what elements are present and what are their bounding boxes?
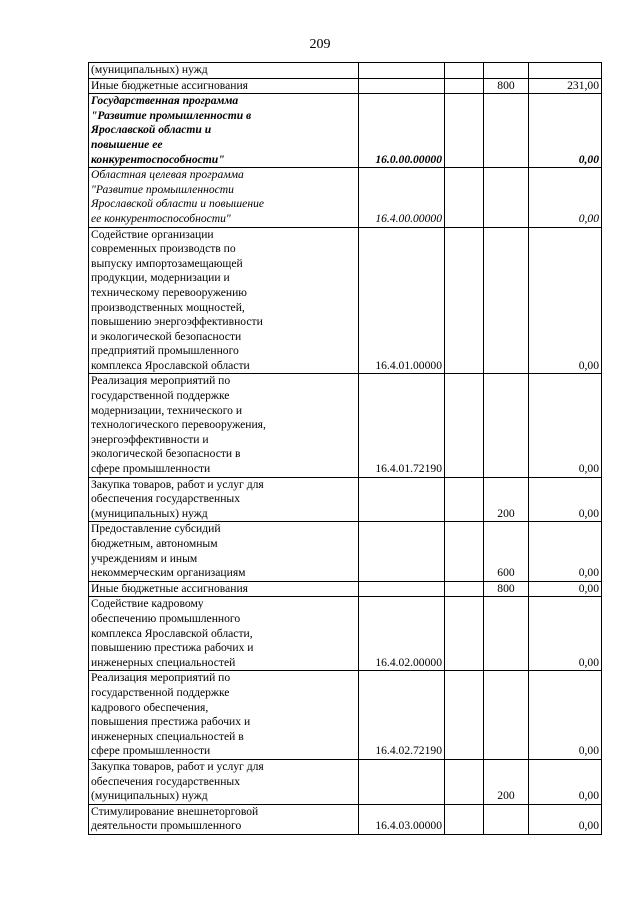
- row-code-cell: [359, 168, 445, 227]
- row-name-text: Закупка товаров, работ и услуг для обеспечения государственных (муниципальных) нужд: [91, 759, 264, 803]
- row-expense-type-cell: [484, 759, 529, 804]
- row-code-cell: [359, 227, 445, 374]
- table-row: [89, 804, 602, 834]
- table-row: [89, 168, 602, 227]
- row-blank-cell: [445, 63, 484, 79]
- row-amount-text: 231,00: [567, 78, 599, 92]
- row-expense-type-text: 800: [497, 581, 515, 595]
- row-blank-cell: [445, 759, 484, 804]
- row-code-cell: [359, 522, 445, 581]
- row-name-text: Предоставление субсидий бюджетным, автономным учреждениям и иным некоммерческим организациям: [91, 522, 246, 580]
- row-amount-cell: [529, 759, 602, 804]
- row-blank-cell: [445, 78, 484, 94]
- row-name-cell: [89, 477, 359, 522]
- row-amount-text: 0,00: [578, 358, 599, 372]
- row-expense-type-cell: [484, 477, 529, 522]
- row-name-cell: [89, 78, 359, 94]
- row-name-cell: [89, 597, 359, 671]
- row-name-text: Реализация мероприятий по государственной поддержке кадрового обеспечения, повышения престижа рабочих и инженерных специальностей в сфере промышленности: [91, 671, 251, 758]
- row-code-cell: [359, 94, 445, 168]
- row-amount-cell: [529, 522, 602, 581]
- row-blank-cell: [445, 671, 484, 760]
- row-code-text: 16.0.00.00000: [375, 152, 442, 166]
- row-name-text: Областная целевая программа "Развитие промышленности Ярославской области и повышение ее конкурентоспособности": [91, 168, 265, 225]
- row-name-text: Стимулирование внешнеторговой деятельности промышленного: [91, 804, 259, 833]
- row-amount-cell: [529, 597, 602, 671]
- row-amount-text: 0,00: [578, 566, 599, 580]
- budget-table: [88, 62, 602, 835]
- row-expense-type-cell: [484, 78, 529, 94]
- row-amount-text: 0,00: [578, 462, 599, 476]
- table-row: [89, 477, 602, 522]
- row-amount-cell: [529, 78, 602, 94]
- row-blank-cell: [445, 597, 484, 671]
- row-name-cell: [89, 227, 359, 374]
- row-blank-cell: [445, 227, 484, 374]
- table-row: [89, 597, 602, 671]
- row-name-text: Содействие организации современных производств по выпуску импортозамещающей продукции, модернизации и техническому перевооружению производственных мощностей, повышению энергоэффективности и экологической безопасности предприятий промышленного комплекса Ярославской области: [91, 227, 263, 372]
- table-row: [89, 581, 602, 597]
- row-amount-text: 0,00: [578, 655, 599, 669]
- row-expense-type-cell: [484, 671, 529, 760]
- row-code-text: 16.4.01.00000: [375, 358, 442, 372]
- row-amount-cell: [529, 671, 602, 760]
- row-code-cell: [359, 804, 445, 834]
- row-code-cell: [359, 597, 445, 671]
- row-name-text: Государственная программа "Развитие промышленности в Ярославской области и повышение ее конкурентоспособности": [91, 94, 252, 166]
- row-amount-text: 0,00: [578, 506, 599, 520]
- row-code-text: 16.4.02.72190: [375, 744, 442, 758]
- row-amount-text: 0,00: [578, 581, 599, 595]
- row-amount-cell: [529, 227, 602, 374]
- row-blank-cell: [445, 94, 484, 168]
- row-expense-type-cell: [484, 63, 529, 79]
- row-name-text: Иные бюджетные ассигнования: [91, 581, 248, 595]
- row-name-text: Закупка товаров, работ и услуг для обеспечения государственных (муниципальных) нужд: [91, 477, 264, 520]
- row-code-cell: [359, 78, 445, 94]
- row-blank-cell: [445, 522, 484, 581]
- row-amount-text: 0,00: [578, 744, 599, 758]
- row-blank-cell: [445, 804, 484, 834]
- row-expense-type-text: 600: [497, 566, 515, 580]
- row-name-cell: [89, 671, 359, 760]
- table-row: [89, 78, 602, 94]
- page-number: 209: [309, 37, 331, 52]
- table-row: [89, 94, 602, 168]
- row-expense-type-text: 200: [497, 789, 515, 803]
- row-amount-text: 0,00: [578, 819, 599, 833]
- row-expense-type-cell: [484, 168, 529, 227]
- row-name-cell: [89, 522, 359, 581]
- row-expense-type-text: 800: [497, 78, 515, 92]
- row-code-cell: [359, 759, 445, 804]
- row-expense-type-cell: [484, 581, 529, 597]
- row-expense-type-cell: [484, 374, 529, 477]
- row-code-cell: [359, 477, 445, 522]
- row-amount-cell: [529, 477, 602, 522]
- row-amount-text: 0,00: [578, 152, 599, 166]
- row-name-text: (муниципальных) нужд: [91, 63, 208, 76]
- row-blank-cell: [445, 477, 484, 522]
- row-expense-type-cell: [484, 522, 529, 581]
- row-name-cell: [89, 63, 359, 79]
- row-name-text: Реализация мероприятий по государственной поддержке модернизации, технического и технологического перевооружения, энергоэффективности и экологической безопасности в сфере промышленности: [91, 374, 266, 476]
- table-row: [89, 227, 602, 374]
- table-row: [89, 374, 602, 477]
- row-name-text: Иные бюджетные ассигнования: [91, 78, 248, 92]
- row-name-cell: [89, 804, 359, 834]
- row-code-cell: [359, 374, 445, 477]
- row-code-text: 16.4.00.00000: [375, 211, 442, 225]
- table-row: [89, 522, 602, 581]
- row-code-text: 16.4.02.00000: [375, 655, 442, 669]
- row-amount-cell: [529, 581, 602, 597]
- row-code-cell: [359, 63, 445, 79]
- row-expense-type-text: 200: [497, 506, 515, 520]
- row-amount-text: 0,00: [578, 211, 599, 225]
- row-expense-type-cell: [484, 227, 529, 374]
- row-amount-cell: [529, 374, 602, 477]
- budget-table-body: [89, 63, 602, 835]
- row-blank-cell: [445, 581, 484, 597]
- row-name-cell: [89, 94, 359, 168]
- row-amount-text: 0,00: [578, 789, 599, 803]
- row-name-text: Содействие кадровому обеспечению промышленного комплекса Ярославской области, повышению престижа рабочих и инженерных специальностей: [91, 597, 254, 669]
- row-blank-cell: [445, 374, 484, 477]
- row-code-text: 16.4.01.72190: [375, 462, 442, 476]
- row-name-cell: [89, 759, 359, 804]
- row-name-cell: [89, 168, 359, 227]
- row-expense-type-cell: [484, 597, 529, 671]
- table-row: [89, 671, 602, 760]
- row-code-cell: [359, 671, 445, 760]
- row-blank-cell: [445, 168, 484, 227]
- row-amount-cell: [529, 94, 602, 168]
- row-amount-cell: [529, 168, 602, 227]
- row-code-cell: [359, 581, 445, 597]
- row-expense-type-cell: [484, 94, 529, 168]
- row-amount-cell: [529, 63, 602, 79]
- table-row: [89, 63, 602, 79]
- row-expense-type-cell: [484, 804, 529, 834]
- row-code-text: 16.4.03.00000: [375, 819, 442, 833]
- row-name-cell: [89, 374, 359, 477]
- row-amount-cell: [529, 804, 602, 834]
- table-row: [89, 759, 602, 804]
- row-name-cell: [89, 581, 359, 597]
